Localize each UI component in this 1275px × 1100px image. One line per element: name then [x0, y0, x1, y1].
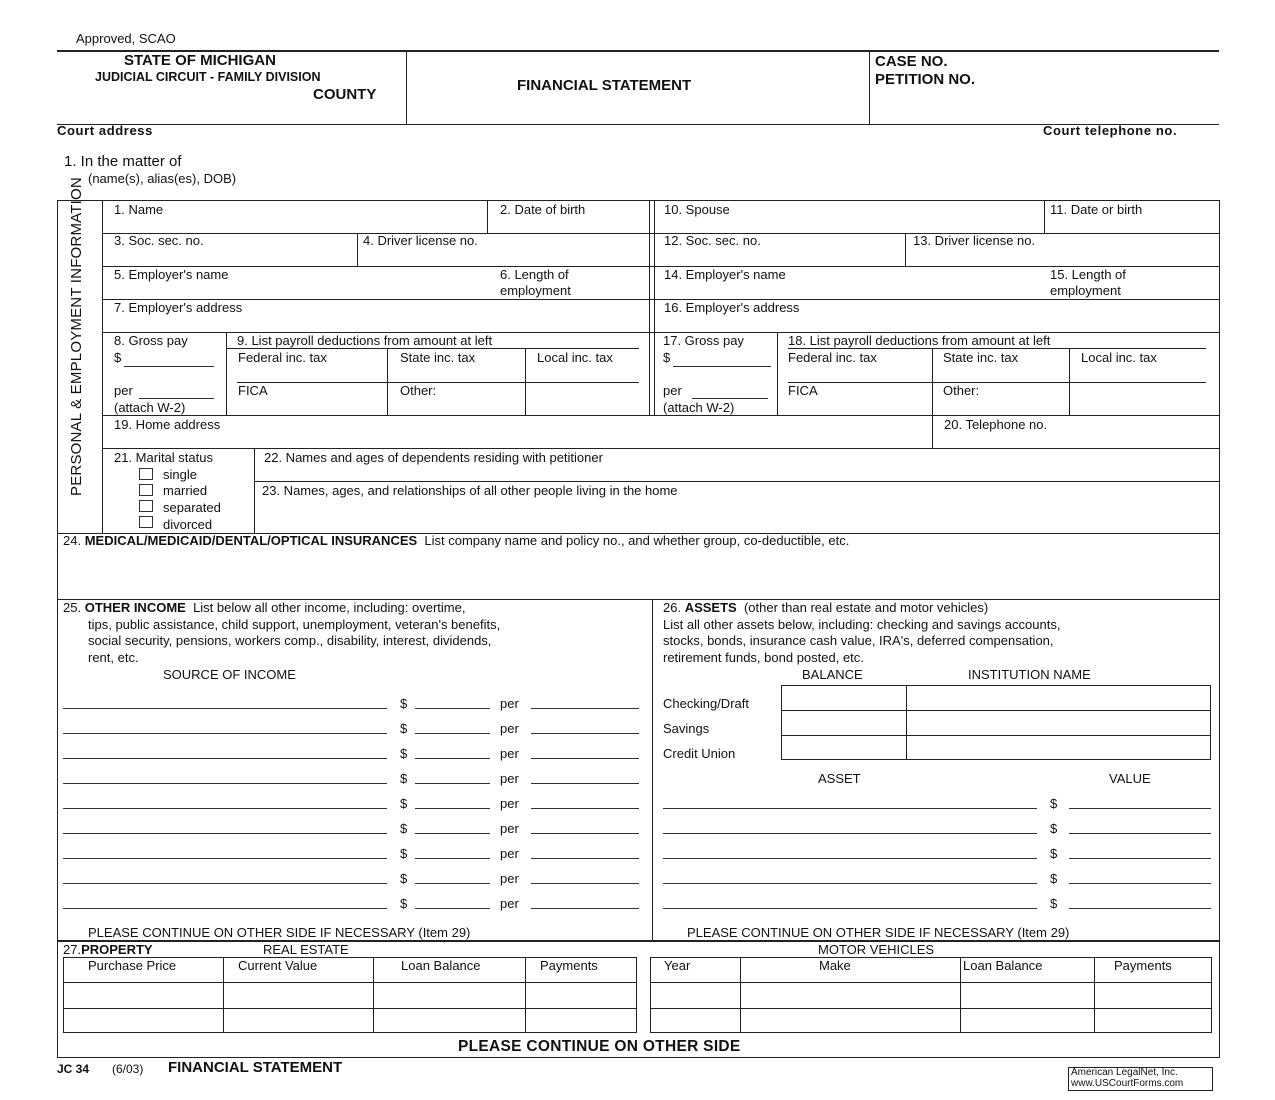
motor-vehicle-cell[interactable] — [651, 983, 739, 1007]
checkbox-single[interactable] — [139, 468, 153, 480]
income-per-label: per — [500, 896, 519, 911]
marital-divider — [254, 448, 255, 533]
income-per-label: per — [500, 696, 519, 711]
form-id: JC 34 — [57, 1062, 90, 1076]
re-loan-balance-header: Loan Balance — [401, 958, 481, 973]
field-spouse-employer-address[interactable]: 16. Employer's address — [664, 300, 800, 315]
mv-make-header: Make — [819, 958, 851, 973]
state-label: STATE OF MICHIGAN — [124, 52, 276, 69]
assets-continue-note: PLEASE CONTINUE ON OTHER SIDE IF NECESSARY (Item 29) — [687, 925, 1070, 940]
insurance-bold: MEDICAL/MEDICAID/DENTAL/OPTICAL INSURANCES — [84, 533, 418, 548]
asset-name-line[interactable] — [663, 833, 1037, 834]
gross-pay-amount-line[interactable] — [124, 366, 214, 367]
institution-header: INSTITUTION NAME — [968, 667, 1091, 682]
property-top-rule — [57, 940, 1220, 942]
real-estate-header: REAL ESTATE — [263, 942, 349, 957]
income-dollar-sign: $ — [400, 746, 408, 761]
row-line-6 — [102, 448, 1220, 449]
spouse-gross-pay-divider — [777, 332, 778, 415]
property-heading — [63, 942, 153, 957]
motor-vehicle-cell[interactable] — [1095, 1009, 1211, 1032]
other-deduction-label[interactable]: Other: — [400, 383, 437, 398]
form-date: (6/03) — [112, 1062, 144, 1076]
asset-name-line[interactable] — [663, 808, 1037, 809]
real-estate-cell[interactable] — [526, 1009, 636, 1032]
real-estate-cell[interactable] — [64, 983, 222, 1007]
accounts-table — [781, 685, 1211, 760]
row-line-7 — [254, 481, 1220, 482]
header-divider-2 — [869, 50, 870, 124]
marital-single-label: single — [163, 467, 197, 482]
motor-vehicle-cell[interactable] — [961, 983, 1093, 1007]
income-assets-divider — [652, 599, 653, 940]
income-per-label: per — [500, 746, 519, 761]
petition-no-label: PETITION NO. — [875, 71, 976, 88]
continue-other-side: PLEASE CONTINUE ON OTHER SIDE — [458, 1038, 741, 1055]
accounts-row-line-1 — [781, 710, 1211, 711]
income-dollar-sign: $ — [400, 696, 408, 711]
income-dollar-sign: $ — [400, 721, 408, 736]
income-per-label: per — [500, 796, 519, 811]
federal-tax-label[interactable]: Federal inc. tax — [238, 350, 327, 365]
spouse-state-tax-label[interactable]: State inc. tax — [943, 350, 1019, 365]
mv-year-header: Year — [664, 958, 691, 973]
field-payroll-deductions: 9. List payroll deductions from amount at left — [237, 333, 493, 348]
field-telephone[interactable]: 20. Telephone no. — [944, 417, 1048, 432]
personal-side-label: PERSONAL & EMPLOYMENT INFORMATION — [68, 177, 85, 496]
other-income-line4: rent, etc. — [88, 650, 139, 665]
income-per-label: per — [500, 771, 519, 786]
field-spouse-driver-license[interactable]: 13. Driver license no. — [913, 233, 1036, 248]
income-per-line[interactable] — [531, 733, 639, 734]
income-per-label: per — [500, 721, 519, 736]
other-income-heading — [63, 600, 465, 615]
income-source-line[interactable] — [63, 833, 387, 834]
publisher-name: American LegalNet, Inc. — [1071, 1067, 1178, 1078]
other-income-num: 25. — [63, 600, 82, 615]
income-source-line[interactable] — [63, 858, 387, 859]
circuit-label: JUDICIAL CIRCUIT - FAMILY DIVISION — [95, 70, 321, 84]
asset-dollar-sign: $ — [1050, 796, 1058, 811]
other-income-line3: social security, pensions, workers comp., disability, interest, dividends, — [88, 633, 492, 648]
real-estate-cell[interactable] — [374, 983, 524, 1007]
spouse-gross-pay-attach: (attach W-2) — [663, 400, 735, 415]
spouse-gross-pay-amount-line[interactable] — [673, 366, 771, 367]
savings-label: Savings — [663, 721, 710, 736]
other-income-line2: tips, public assistance, child support, unemployment, veteran's benefits, — [88, 617, 501, 632]
side-label-divider — [102, 200, 103, 533]
fica-label[interactable]: FICA — [238, 383, 268, 398]
re-payments-header: Payments — [540, 958, 598, 973]
mv-loan-balance-header: Loan Balance — [963, 958, 1043, 973]
income-per-line[interactable] — [531, 708, 639, 709]
row-line-1 — [102, 233, 1220, 234]
income-per-line[interactable] — [531, 883, 639, 884]
property-bold: PROPERTY — [81, 942, 153, 957]
income-source-line[interactable] — [63, 733, 387, 734]
r1-divider-left — [487, 200, 488, 233]
assets-line1: List all other assets below, including: checking and savings accounts, — [663, 617, 1061, 632]
asset-value-line[interactable] — [1069, 908, 1211, 909]
field-spouse-length-employment-2: employment — [1050, 283, 1121, 298]
field-ssn[interactable]: 3. Soc. sec. no. — [114, 233, 204, 248]
spouse-gross-pay-dollar: $ — [663, 350, 671, 365]
income-per-label: per — [500, 871, 519, 886]
spouse-gross-pay-per-line[interactable] — [692, 398, 768, 399]
value-header: VALUE — [1109, 771, 1151, 786]
re-current-value-header: Current Value — [238, 958, 318, 973]
income-dollar-sign: $ — [400, 871, 408, 886]
field-spouse-gross-pay[interactable]: 17. Gross pay — [663, 333, 744, 348]
accounts-col-divider — [906, 685, 907, 760]
field-employer-name[interactable]: 5. Employer's name — [114, 267, 229, 282]
income-dollar-sign: $ — [400, 771, 408, 786]
real-estate-cell[interactable] — [224, 1009, 372, 1032]
state-tax-label[interactable]: State inc. tax — [400, 350, 476, 365]
income-per-line[interactable] — [531, 858, 639, 859]
gross-pay-dollar: $ — [114, 350, 122, 365]
asset-value-line[interactable] — [1069, 833, 1211, 834]
re-purchase-price-header: Purchase Price — [88, 958, 177, 973]
row-line-5 — [102, 415, 1220, 416]
credit-union-label: Credit Union — [663, 746, 736, 761]
asset-header: ASSET — [818, 771, 861, 786]
other-income-line1: List below all other income, including: overtime, — [193, 600, 466, 615]
asset-name-line[interactable] — [663, 883, 1037, 884]
court-phone-label: Court telephone no. — [1043, 123, 1178, 138]
marital-married-label: married — [163, 483, 208, 498]
gross-pay-per-line[interactable] — [139, 398, 214, 399]
asset-dollar-sign: $ — [1050, 846, 1058, 861]
spouse-gross-pay-per: per — [663, 383, 682, 398]
assets-line3: retirement funds, bond posted, etc. — [663, 650, 864, 665]
income-dollar-sign: $ — [400, 796, 408, 811]
assets-num: 26. — [663, 600, 682, 615]
mv-payments-header: Payments — [1114, 958, 1172, 973]
field-spouse-ssn[interactable]: 12. Soc. sec. no. — [664, 233, 761, 248]
income-per-label: per — [500, 821, 519, 836]
r2-divider-right — [905, 233, 906, 266]
gross-pay-attach: (attach W-2) — [114, 400, 186, 415]
county-label: COUNTY — [313, 86, 377, 103]
asset-value-line[interactable] — [1069, 883, 1211, 884]
asset-value-line[interactable] — [1069, 858, 1211, 859]
income-dollar-sign: $ — [400, 846, 408, 861]
income-amount-line[interactable] — [415, 708, 490, 709]
asset-name-line[interactable] — [663, 908, 1037, 909]
income-source-line[interactable] — [63, 758, 387, 759]
asset-value-line[interactable] — [1069, 808, 1211, 809]
income-amount-line[interactable] — [415, 883, 490, 884]
publisher-url[interactable]: www.USCourtForms.com — [1071, 1078, 1184, 1089]
field-other-people[interactable]: 23. Names, ages, and relationships of all other people living in the home — [262, 483, 678, 498]
assets-heading — [663, 600, 988, 615]
r6-divider — [932, 415, 933, 448]
motor-vehicle-cell[interactable] — [1095, 983, 1211, 1007]
field-employer-address[interactable]: 7. Employer's address — [114, 300, 243, 315]
field-name[interactable]: 1. Name — [114, 202, 164, 217]
income-source-line[interactable] — [63, 883, 387, 884]
income-amount-line[interactable] — [415, 808, 490, 809]
income-amount-line[interactable] — [415, 783, 490, 784]
header-divider-1 — [406, 50, 407, 124]
field-spouse[interactable]: 10. Spouse — [664, 202, 730, 217]
checkbox-married[interactable] — [139, 484, 153, 496]
source-of-income-header: SOURCE OF INCOME — [163, 667, 296, 682]
income-continue-note: PLEASE CONTINUE ON OTHER SIDE IF NECESSARY (Item 29) — [88, 925, 471, 940]
assets-line2: stocks, bonds, insurance cash value, IRA's, deferred compensation, — [663, 633, 1054, 648]
income-per-line[interactable] — [531, 758, 639, 759]
field-spouse-employer[interactable]: 14. Employer's name — [664, 267, 786, 282]
property-num: 27. — [63, 942, 82, 957]
footer-form-title: FINANCIAL STATEMENT — [168, 1059, 343, 1076]
checking-label: Checking/Draft — [663, 696, 749, 711]
spouse-federal-tax-label[interactable]: Federal inc. tax — [788, 350, 877, 365]
spouse-deductions-mid-rule — [788, 382, 1206, 383]
motor-vehicle-cell[interactable] — [961, 1009, 1093, 1032]
income-per-line[interactable] — [531, 783, 639, 784]
insurance-num: 24. — [63, 533, 82, 548]
approved-label: Approved, SCAO — [76, 31, 176, 46]
deductions-mid-rule — [237, 382, 639, 383]
income-source-line[interactable] — [63, 708, 387, 709]
income-dollar-sign: $ — [400, 896, 408, 911]
gross-pay-divider — [226, 332, 227, 415]
real-estate-cell[interactable] — [224, 983, 372, 1007]
spouse-local-tax-label[interactable]: Local inc. tax — [1081, 350, 1157, 365]
income-amount-line[interactable] — [415, 908, 490, 909]
motor-vehicle-cell[interactable] — [741, 1009, 959, 1032]
income-source-line[interactable] — [63, 808, 387, 809]
asset-dollar-sign: $ — [1050, 871, 1058, 886]
asset-dollar-sign: $ — [1050, 896, 1058, 911]
field-length-employment[interactable]: 6. Length of — [500, 267, 569, 282]
real-estate-cell[interactable] — [64, 1009, 222, 1032]
field-gross-pay[interactable]: 8. Gross pay — [114, 333, 188, 348]
r2-divider-left — [357, 233, 358, 266]
spouse-fica-label[interactable]: FICA — [788, 383, 818, 398]
marital-divorced-label: divorced — [163, 517, 213, 532]
real-estate-cell[interactable] — [374, 1009, 524, 1032]
motor-vehicle-cell[interactable] — [651, 1009, 739, 1032]
asset-name-line[interactable] — [663, 858, 1037, 859]
gross-pay-per: per — [114, 383, 133, 398]
other-income-bold: OTHER INCOME — [84, 600, 186, 615]
assets-bold: ASSETS — [684, 600, 737, 615]
income-per-line[interactable] — [531, 808, 639, 809]
local-tax-label[interactable]: Local inc. tax — [537, 350, 613, 365]
income-per-line[interactable] — [531, 833, 639, 834]
checkbox-separated[interactable] — [139, 500, 153, 512]
spouse-other-deduction-label[interactable]: Other: — [943, 383, 980, 398]
field-marital-status: 21. Marital status — [114, 450, 213, 465]
field-date-of-birth[interactable]: 2. Date of birth — [500, 202, 586, 217]
balance-header: BALANCE — [802, 667, 863, 682]
field-driver-license[interactable]: 4. Driver license no. — [363, 233, 478, 248]
accounts-row-line-2 — [781, 735, 1211, 736]
field-dependents[interactable]: 22. Names and ages of dependents residing with petitioner — [264, 450, 603, 465]
income-amount-line[interactable] — [415, 733, 490, 734]
spouse-deductions-rule — [788, 348, 1206, 349]
court-address-label: Court address — [57, 123, 153, 138]
form-title: FINANCIAL STATEMENT — [517, 77, 692, 94]
real-estate-cell[interactable] — [526, 983, 636, 1007]
field-spouse-dob[interactable]: 11. Date or birth — [1050, 202, 1143, 217]
income-amount-line[interactable] — [415, 858, 490, 859]
insurance-label[interactable] — [63, 533, 849, 548]
field-home-address[interactable]: 19. Home address — [114, 417, 221, 432]
insurance-instructions: List company name and policy no., and whether group, co-deductible, etc. — [424, 533, 850, 548]
deductions-rule — [226, 348, 639, 349]
matter-label: 1. In the matter of — [64, 153, 182, 170]
income-amount-line[interactable] — [415, 758, 490, 759]
income-dollar-sign: $ — [400, 821, 408, 836]
motor-vehicle-cell[interactable] — [741, 983, 959, 1007]
matter-sub-label: (name(s), alias(es), DOB) — [88, 171, 237, 186]
income-per-label: per — [500, 846, 519, 861]
field-spouse-length-employment[interactable]: 15. Length of — [1050, 267, 1126, 282]
motor-vehicles-header: MOTOR VEHICLES — [818, 942, 935, 957]
field-length-employment-2: employment — [500, 283, 571, 298]
row-line-3 — [102, 299, 1220, 300]
income-source-line[interactable] — [63, 783, 387, 784]
income-per-line[interactable] — [531, 908, 639, 909]
asset-dollar-sign: $ — [1050, 821, 1058, 836]
r1-divider-right — [1044, 200, 1045, 233]
income-source-line[interactable] — [63, 908, 387, 909]
field-spouse-payroll-deductions: 18. List payroll deductions from amount at left — [788, 333, 1051, 348]
checkbox-divorced[interactable] — [139, 516, 153, 528]
income-amount-line[interactable] — [415, 833, 490, 834]
case-no-label: CASE NO. — [875, 53, 948, 70]
assets-paren: (other than real estate and motor vehicles) — [743, 600, 989, 615]
marital-separated-label: separated — [163, 500, 221, 515]
